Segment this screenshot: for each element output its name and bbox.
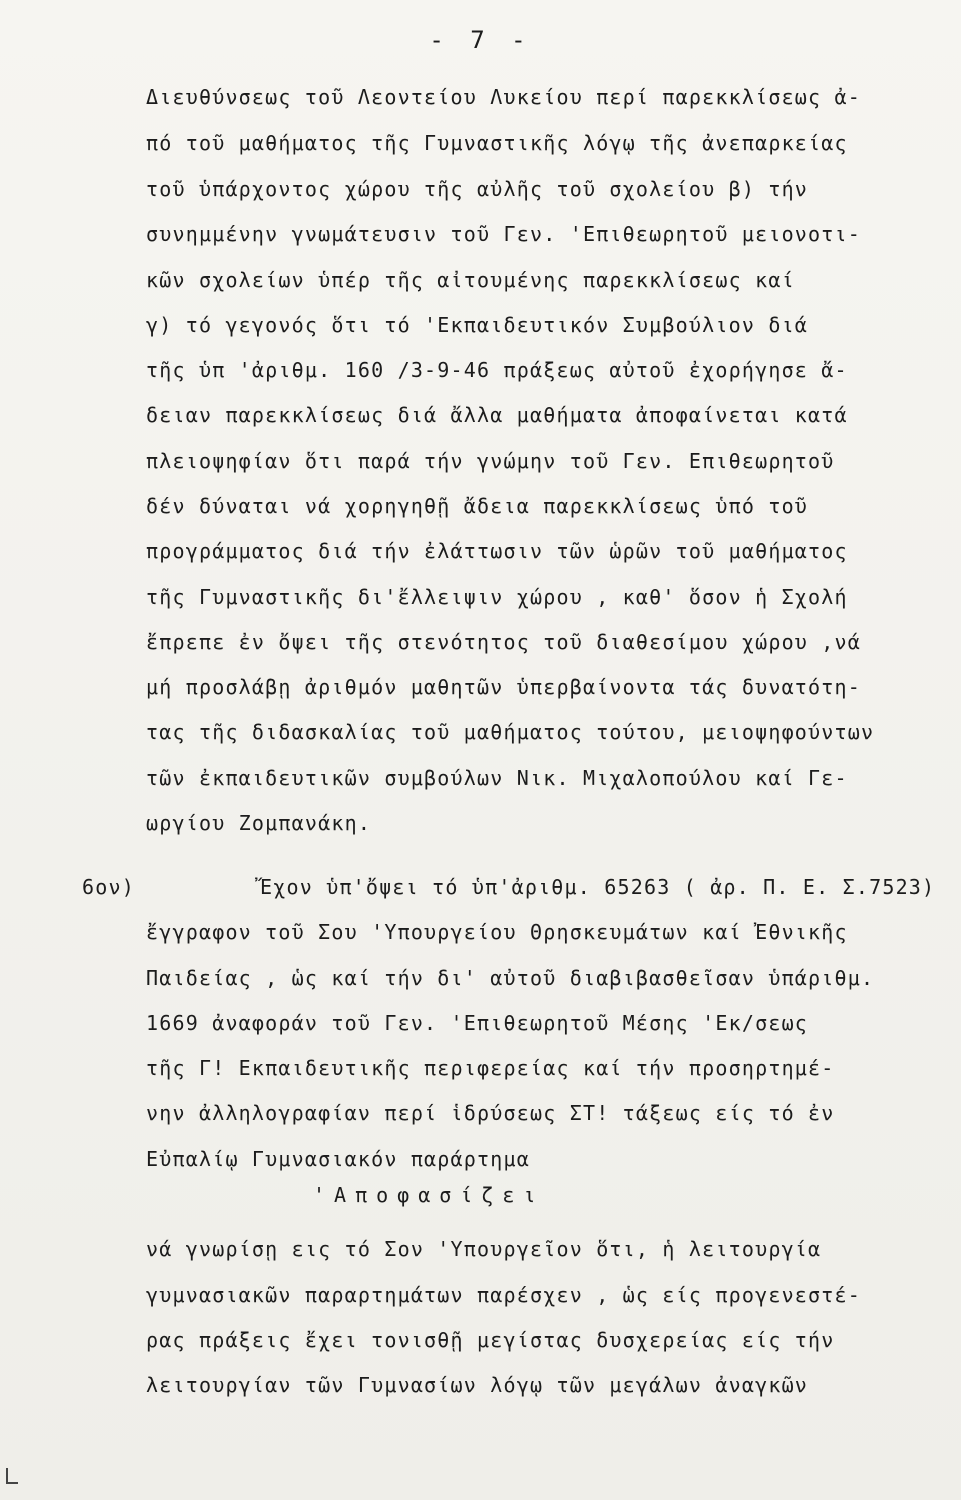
text-line: δειαν παρεκκλίσεως διά ἄλλα μαθήματα ἀποφαίνεται κατά [146,403,848,427]
text-line: λειτουργίαν τῶν Γυμνασίων λόγῳ τῶν μεγάλων ἀναγκῶν [146,1373,809,1397]
text-line: τῆς Γ! Εκπαιδευτικῆς περιφερείας καί τήν προσηρτημέ- [146,1056,835,1080]
text-line: κῶν σχολείων ὑπέρ τῆς αἰτουμένης παρεκκλίσεως καί [146,268,795,292]
text-line: Ἔχον ὑπ'ὄψει τό ὑπ'ἀριθμ. 65263 ( ἀρ. Π. Ε. Σ.7523) [260,875,936,899]
text-line: τῆς ὑπ 'ἀριθμ. 160 /3-9-46 πράξεως αὐτοῦ ἐχορήγησε ἄ- [146,358,848,382]
text-line: ἔγγραφον τοῦ Σου 'Υπουργείου Θρησκευμάτων καί Ἐθνικῆς [146,920,848,944]
scan-corner-mark [6,1468,18,1484]
text-line: γυμνασιακῶν παραρτημάτων παρέσχεν , ὡς είς προγενεστέ- [146,1283,862,1307]
text-line: πό τοῦ μαθήματος τῆς Γυμναστικῆς λόγῳ τῆς ἀνεπαρκείας [146,131,848,155]
text-line: τας τῆς διδασκαλίας τοῦ μαθήματος τούτου, μειοψηφούντων [146,720,875,744]
text-line: τῶν ἐκπαιδευτικῶν συμβούλων Νικ. Μιχαλοπούλου καί Γε- [146,766,848,790]
text-line: δέν δύναται νά χορηγηθῇ ἄδεια παρεκκλίσεως ὑπό τοῦ [146,494,809,518]
text-line: ἔπρεπε ἐν ὄψει τῆς στενότητος τοῦ διαθεσίμου χώρου ,νά [146,630,862,654]
text-line: Εὐπαλίῳ Γυμνασιακόν παράρτημα [146,1147,530,1171]
text-line: 1669 ἀναφοράν τοῦ Γεν. 'Επιθεωρητοῦ Μέσης 'Εκ/σεως [146,1011,809,1035]
text-line: προγράμματος διά τήν ἐλάττωσιν τῶν ὡρῶν τοῦ μαθήματος [146,539,848,563]
text-line: γ) τό γεγονός ὅτι τό 'Εκπαιδευτικόν Συμβούλιον διά [146,313,809,337]
text-line: νην ἀλληλογραφίαν περί ἱδρύσεως ΣΤ! τάξεως είς τό ἐν [146,1101,835,1125]
text-line: ρας πράξεις ἔχει τονισθῇ μεγίστας δυσχερείας είς τήν [146,1328,835,1352]
text-line: τοῦ ὑπάρχοντος χώρου τῆς αὐλῆς τοῦ σχολείου β) τήν [146,177,809,201]
page-number: - 7 - [429,26,532,54]
text-line: τῆς Γυμναστικῆς δι'ἔλλειψιν χώρου , καθ' ὅσον ἡ Σχολή [146,585,848,609]
text-line: μή προσλάβῃ ἀριθμόν μαθητῶν ὑπερβαίνοντα τάς δυνατότη- [146,675,862,699]
text-line: Διευθύνσεως τοῦ Λεοντείου Λυκείου περί παρεκκλίσεως ἀ- [146,85,862,109]
text-line: συνημμένην γνωμάτευσιν τοῦ Γεν. 'Επιθεωρητοῦ μειονοτι- [146,222,862,246]
text-line: πλειοψηφίαν ὅτι παρά τήν γνώμην τοῦ Γεν. Επιθεωρητοῦ [146,449,835,473]
decision-heading: 'Αποφασίζει [313,1183,545,1207]
text-line: Παιδείας , ὡς καί τήν δι' αὐτοῦ διαβιβασθεῖσαν ὑπάριθμ. [146,966,875,990]
text-line: ωργίου Ζομπανάκη. [146,811,372,835]
item-label: 6ον) [82,875,135,899]
text-line: νά γνωρίσῃ εις τό Σον 'Υπουργεῖον ὅτι, ἡ λειτουργία [146,1237,822,1261]
